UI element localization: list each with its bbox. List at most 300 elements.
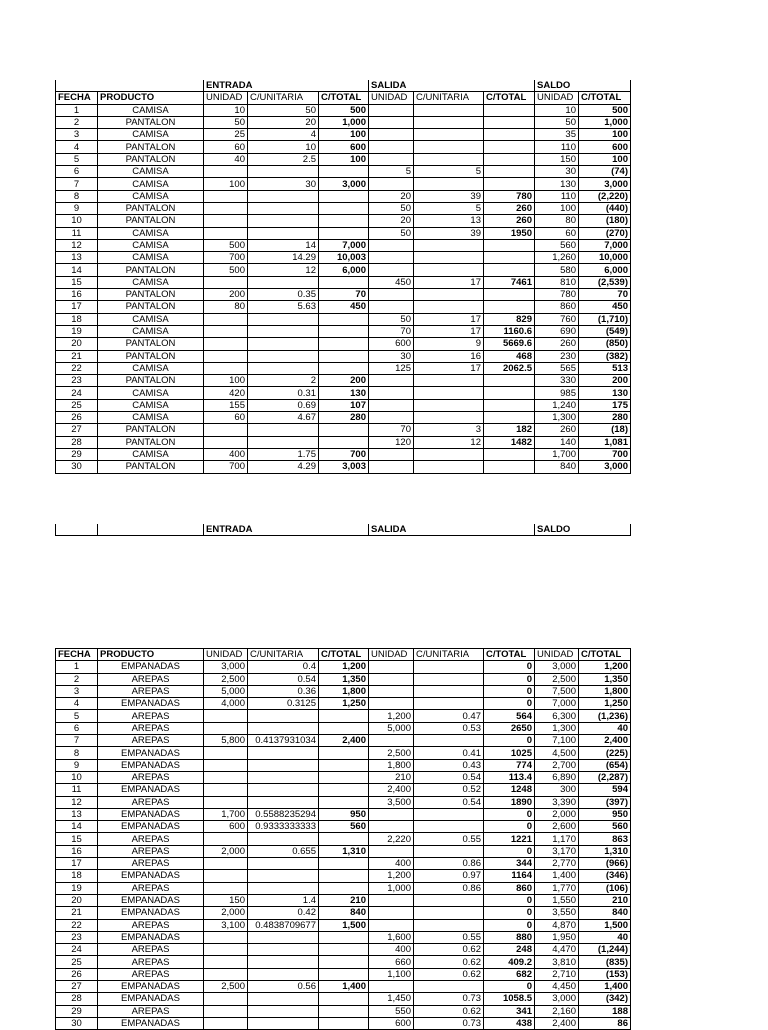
cell-saldo-unidad: 1,240 xyxy=(535,399,579,411)
cell-salida-c-unitaria: 0.86 xyxy=(414,882,484,894)
cell-entrada-unidad xyxy=(204,747,248,759)
cell-fecha: 16 xyxy=(56,845,98,857)
cell-entrada-c-unitaria xyxy=(248,1005,319,1017)
table-row xyxy=(56,685,631,697)
cell-entrada-c-unitaria: 4.67 xyxy=(248,412,319,424)
cell-salida-c-total xyxy=(484,461,535,473)
table-row xyxy=(56,104,631,116)
table-row xyxy=(56,399,631,411)
cell-entrada-c-total xyxy=(319,771,369,783)
cell-producto: CAMISA xyxy=(98,129,204,141)
cell-salida-c-total xyxy=(484,104,535,116)
cell-salida-c-unitaria: 0.55 xyxy=(414,833,484,845)
cell-salida-c-unitaria xyxy=(414,894,484,906)
cell-producto: PANTALON xyxy=(98,141,204,153)
cell-entrada-c-unitaria: 2.5 xyxy=(248,153,319,165)
table-row xyxy=(56,289,631,301)
table-row xyxy=(56,178,631,190)
cell-fecha: 17 xyxy=(56,858,98,870)
cell-entrada-c-unitaria: 0.42 xyxy=(248,907,319,919)
cell-entrada-c-unitaria xyxy=(248,190,319,202)
cell-saldo-unidad: 7,100 xyxy=(535,735,579,747)
table-row xyxy=(56,350,631,362)
cell-entrada-c-total xyxy=(319,166,369,178)
cell-salida-c-unitaria: 0.73 xyxy=(414,993,484,1005)
cell-fecha: 7 xyxy=(56,735,98,747)
cell-saldo-c-total: (2,220) xyxy=(579,190,631,202)
cell-entrada-c-total: 1,310 xyxy=(319,845,369,857)
cell-entrada-c-total: 450 xyxy=(319,301,369,313)
cell-salida-c-unitaria: 12 xyxy=(414,436,484,448)
cell-entrada-c-total: 1,000 xyxy=(319,116,369,128)
cell-fecha: 7 xyxy=(56,178,98,190)
cell-entrada-unidad: 400 xyxy=(204,448,248,460)
cell-entrada-c-unitaria xyxy=(248,759,319,771)
cell-salida-unidad xyxy=(369,116,414,128)
cell-saldo-c-total: 100 xyxy=(579,153,631,165)
cell-fecha: 16 xyxy=(56,289,98,301)
cell-salida-c-total xyxy=(484,141,535,153)
cell-entrada-c-total: 70 xyxy=(319,289,369,301)
cell-salida-unidad: 5,000 xyxy=(369,722,414,734)
cell-entrada-c-unitaria xyxy=(248,166,319,178)
cell-fecha: 18 xyxy=(56,870,98,882)
cell-salida-c-unitaria xyxy=(414,141,484,153)
cell-saldo-unidad: 3,810 xyxy=(535,956,579,968)
cell-producto: CAMISA xyxy=(98,166,204,178)
cell-fecha: 20 xyxy=(56,894,98,906)
cell-saldo-c-total: 1,200 xyxy=(579,661,631,673)
table-row xyxy=(56,153,631,165)
cell-saldo-unidad: 760 xyxy=(535,313,579,325)
cell-salida-c-unitaria xyxy=(414,301,484,313)
cell-salida-c-total: 0 xyxy=(484,685,535,697)
cell-salida-unidad: 1,600 xyxy=(369,931,414,943)
table-row xyxy=(56,882,631,894)
cell-producto: PANTALON xyxy=(98,153,204,165)
cell-salida-unidad: 400 xyxy=(369,944,414,956)
cell-fecha: 6 xyxy=(56,166,98,178)
cell-entrada-c-total: 700 xyxy=(319,448,369,460)
cell-producto: AREPAS xyxy=(98,722,204,734)
cell-entrada-unidad: 3,100 xyxy=(204,919,248,931)
table-row xyxy=(56,338,631,350)
cell-saldo-c-total: 6,000 xyxy=(579,264,631,276)
cell-salida-unidad: 210 xyxy=(369,771,414,783)
cell-saldo-unidad: 50 xyxy=(535,116,579,128)
cell-saldo-c-total: 86 xyxy=(579,1017,631,1029)
cell-entrada-c-total xyxy=(319,190,369,202)
cell-fecha: 19 xyxy=(56,325,98,337)
cell-saldo-unidad: 1,300 xyxy=(535,722,579,734)
cell-salida-c-total: 0 xyxy=(484,919,535,931)
cell-fecha: 27 xyxy=(56,424,98,436)
cell-saldo-unidad: 2,160 xyxy=(535,1005,579,1017)
cell-salida-c-unitaria xyxy=(414,981,484,993)
cell-salida-c-total: 2650 xyxy=(484,722,535,734)
cell-salida-unidad xyxy=(369,301,414,313)
table-row xyxy=(56,141,631,153)
cell-fecha: 23 xyxy=(56,375,98,387)
cell-fecha: 22 xyxy=(56,919,98,931)
cell-saldo-unidad: 330 xyxy=(535,375,579,387)
cell-entrada-unidad xyxy=(204,325,248,337)
cell-entrada-unidad: 100 xyxy=(204,178,248,190)
cell-entrada-unidad xyxy=(204,190,248,202)
table-row xyxy=(56,276,631,288)
cell-producto: AREPAS xyxy=(98,833,204,845)
blank-cell xyxy=(98,524,204,536)
cell-entrada-c-unitaria xyxy=(248,436,319,448)
cell-saldo-unidad: 1,700 xyxy=(535,448,579,460)
cell-entrada-c-unitaria: 0.3125 xyxy=(248,698,319,710)
header-c-total: C/TOTAL xyxy=(319,649,369,661)
cell-saldo-unidad: 2,700 xyxy=(535,759,579,771)
cell-salida-c-total: 7461 xyxy=(484,276,535,288)
cell-salida-unidad: 50 xyxy=(369,313,414,325)
cell-salida-unidad: 600 xyxy=(369,1017,414,1029)
cell-saldo-unidad: 260 xyxy=(535,338,579,350)
cell-salida-c-unitaria xyxy=(414,116,484,128)
cell-salida-unidad xyxy=(369,673,414,685)
cell-producto: PANTALON xyxy=(98,461,204,473)
table-body xyxy=(56,661,631,1030)
cell-saldo-unidad: 6,300 xyxy=(535,710,579,722)
cell-entrada-c-total: 600 xyxy=(319,141,369,153)
cell-saldo-unidad: 2,710 xyxy=(535,968,579,980)
cell-fecha: 25 xyxy=(56,956,98,968)
cell-salida-unidad: 1,450 xyxy=(369,993,414,1005)
cell-salida-unidad: 660 xyxy=(369,956,414,968)
cell-entrada-c-unitaria xyxy=(248,350,319,362)
cell-entrada-c-total: 130 xyxy=(319,387,369,399)
cell-entrada-c-total: 1,500 xyxy=(319,919,369,931)
cell-salida-unidad xyxy=(369,412,414,424)
cell-saldo-unidad: 80 xyxy=(535,215,579,227)
cell-salida-unidad xyxy=(369,461,414,473)
cell-saldo-c-total: 7,000 xyxy=(579,239,631,251)
cell-entrada-unidad xyxy=(204,956,248,968)
cell-entrada-c-total xyxy=(319,710,369,722)
cell-entrada-c-unitaria xyxy=(248,202,319,214)
header-c-unitaria: C/UNITARIA xyxy=(248,649,319,661)
cell-salida-c-total: 0 xyxy=(484,673,535,685)
cell-entrada-c-total: 6,000 xyxy=(319,264,369,276)
cell-entrada-c-total xyxy=(319,796,369,808)
cell-fecha: 10 xyxy=(56,771,98,783)
cell-salida-unidad xyxy=(369,387,414,399)
cell-entrada-unidad: 1,700 xyxy=(204,808,248,820)
cell-fecha: 27 xyxy=(56,981,98,993)
cell-salida-unidad: 1,100 xyxy=(369,968,414,980)
group-salida: SALIDA xyxy=(369,524,535,536)
table-row xyxy=(56,735,631,747)
cell-salida-c-total: 0 xyxy=(484,981,535,993)
cell-entrada-c-total xyxy=(319,338,369,350)
cell-saldo-unidad: 2,770 xyxy=(535,858,579,870)
cell-salida-c-unitaria: 13 xyxy=(414,215,484,227)
cell-salida-c-total: 0 xyxy=(484,735,535,747)
cell-salida-c-total: 774 xyxy=(484,759,535,771)
cell-entrada-c-unitaria: 0.5588235294 xyxy=(248,808,319,820)
cell-entrada-c-total xyxy=(319,858,369,870)
cell-producto: PANTALON xyxy=(98,436,204,448)
cell-salida-unidad xyxy=(369,399,414,411)
cell-entrada-unidad: 2,000 xyxy=(204,907,248,919)
cell-entrada-c-total xyxy=(319,227,369,239)
cell-entrada-c-total: 10,003 xyxy=(319,252,369,264)
cell-saldo-c-total: (18) xyxy=(579,424,631,436)
cell-entrada-c-unitaria: 0.36 xyxy=(248,685,319,697)
cell-entrada-unidad xyxy=(204,202,248,214)
cell-salida-c-total xyxy=(484,153,535,165)
cell-salida-c-unitaria: 5 xyxy=(414,202,484,214)
cell-entrada-c-unitaria xyxy=(248,227,319,239)
cell-entrada-c-total xyxy=(319,722,369,734)
cell-producto: CAMISA xyxy=(98,239,204,251)
cell-saldo-unidad: 110 xyxy=(535,141,579,153)
header-unidad: UNIDAD xyxy=(535,92,579,104)
cell-salida-c-unitaria xyxy=(414,153,484,165)
cell-salida-unidad: 70 xyxy=(369,424,414,436)
cell-producto: EMPANADAS xyxy=(98,894,204,906)
cell-producto: CAMISA xyxy=(98,104,204,116)
cell-salida-unidad: 20 xyxy=(369,190,414,202)
cell-salida-c-unitaria xyxy=(414,264,484,276)
cell-saldo-unidad: 2,000 xyxy=(535,808,579,820)
header-producto: PRODUCTO xyxy=(98,92,204,104)
cell-entrada-unidad: 80 xyxy=(204,301,248,313)
cell-fecha: 2 xyxy=(56,116,98,128)
cell-fecha: 26 xyxy=(56,968,98,980)
cell-saldo-c-total: 560 xyxy=(579,821,631,833)
cell-saldo-c-total: 1,350 xyxy=(579,673,631,685)
cell-salida-c-total: 1482 xyxy=(484,436,535,448)
cell-saldo-c-total: 950 xyxy=(579,808,631,820)
cell-entrada-c-unitaria: 50 xyxy=(248,104,319,116)
cell-producto: AREPAS xyxy=(98,956,204,968)
group-entrada: ENTRADA xyxy=(204,524,369,536)
cell-salida-unidad xyxy=(369,981,414,993)
cell-saldo-unidad: 60 xyxy=(535,227,579,239)
cell-entrada-c-total: 100 xyxy=(319,129,369,141)
cell-salida-c-unitaria: 3 xyxy=(414,424,484,436)
header-unidad: UNIDAD xyxy=(535,649,579,661)
cell-entrada-c-unitaria: 14 xyxy=(248,239,319,251)
cell-fecha: 12 xyxy=(56,239,98,251)
table-row xyxy=(56,747,631,759)
cell-salida-unidad: 2,400 xyxy=(369,784,414,796)
cell-producto: EMPANADAS xyxy=(98,981,204,993)
cell-salida-c-total: 860 xyxy=(484,882,535,894)
cell-producto: EMPANADAS xyxy=(98,931,204,943)
cell-producto: AREPAS xyxy=(98,771,204,783)
cell-fecha: 9 xyxy=(56,202,98,214)
cell-salida-unidad xyxy=(369,141,414,153)
cell-salida-c-total: 1164 xyxy=(484,870,535,882)
cell-entrada-c-total: 840 xyxy=(319,907,369,919)
table-body xyxy=(56,104,631,473)
cell-entrada-unidad: 100 xyxy=(204,375,248,387)
table-row xyxy=(56,722,631,734)
table-row xyxy=(56,894,631,906)
cell-saldo-c-total: (106) xyxy=(579,882,631,894)
table-row xyxy=(56,1005,631,1017)
cell-saldo-unidad: 3,390 xyxy=(535,796,579,808)
cell-producto: AREPAS xyxy=(98,710,204,722)
cell-entrada-c-total: 1,400 xyxy=(319,981,369,993)
group-entrada: ENTRADA xyxy=(204,80,369,92)
cell-saldo-c-total: (74) xyxy=(579,166,631,178)
cell-entrada-unidad xyxy=(204,215,248,227)
cell-producto: EMPANADAS xyxy=(98,747,204,759)
cell-saldo-c-total: 1,310 xyxy=(579,845,631,857)
header-unidad: UNIDAD xyxy=(369,92,414,104)
cell-fecha: 13 xyxy=(56,808,98,820)
cell-salida-c-unitaria: 9 xyxy=(414,338,484,350)
cell-saldo-unidad: 6,890 xyxy=(535,771,579,783)
cell-salida-unidad: 1,200 xyxy=(369,710,414,722)
cell-entrada-unidad xyxy=(204,784,248,796)
cell-salida-unidad: 20 xyxy=(369,215,414,227)
cell-entrada-c-unitaria: 14.29 xyxy=(248,252,319,264)
cell-saldo-unidad: 1,170 xyxy=(535,833,579,845)
cell-fecha: 21 xyxy=(56,350,98,362)
cell-salida-unidad: 550 xyxy=(369,1005,414,1017)
cell-fecha: 8 xyxy=(56,747,98,759)
table-row xyxy=(56,759,631,771)
cell-entrada-unidad: 50 xyxy=(204,116,248,128)
cell-entrada-c-unitaria xyxy=(248,313,319,325)
table-row xyxy=(56,931,631,943)
cell-saldo-c-total: 1,500 xyxy=(579,919,631,931)
cell-salida-c-unitaria xyxy=(414,685,484,697)
cell-saldo-unidad: 30 xyxy=(535,166,579,178)
cell-producto: AREPAS xyxy=(98,796,204,808)
cell-entrada-c-unitaria xyxy=(248,338,319,350)
cell-entrada-unidad xyxy=(204,350,248,362)
cell-saldo-c-total: 700 xyxy=(579,448,631,460)
cell-entrada-unidad xyxy=(204,227,248,239)
cell-entrada-c-total xyxy=(319,362,369,374)
cell-salida-c-total: 0 xyxy=(484,808,535,820)
table-row xyxy=(56,129,631,141)
cell-entrada-c-unitaria: 0.4838709677 xyxy=(248,919,319,931)
cell-salida-unidad: 30 xyxy=(369,350,414,362)
cell-producto: CAMISA xyxy=(98,325,204,337)
cell-fecha: 30 xyxy=(56,461,98,473)
cell-salida-unidad: 50 xyxy=(369,202,414,214)
cell-entrada-c-total xyxy=(319,968,369,980)
cell-entrada-c-unitaria xyxy=(248,858,319,870)
cell-salida-c-total: 2062.5 xyxy=(484,362,535,374)
cell-salida-c-unitaria xyxy=(414,845,484,857)
table-row xyxy=(56,301,631,313)
cell-entrada-c-unitaria xyxy=(248,882,319,894)
cell-entrada-unidad xyxy=(204,710,248,722)
cell-salida-c-total xyxy=(484,301,535,313)
cell-entrada-unidad: 60 xyxy=(204,141,248,153)
cell-entrada-c-unitaria: 4 xyxy=(248,129,319,141)
table-row xyxy=(56,710,631,722)
cell-salida-c-unitaria: 0.54 xyxy=(414,771,484,783)
cell-producto: PANTALON xyxy=(98,350,204,362)
cell-entrada-c-total xyxy=(319,424,369,436)
cell-salida-unidad: 3,500 xyxy=(369,796,414,808)
cell-salida-c-total: 468 xyxy=(484,350,535,362)
cell-entrada-unidad xyxy=(204,313,248,325)
table-row xyxy=(56,821,631,833)
cell-salida-c-unitaria: 0.53 xyxy=(414,722,484,734)
cell-entrada-c-total: 210 xyxy=(319,894,369,906)
cell-salida-unidad: 5 xyxy=(369,166,414,178)
cell-saldo-unidad: 230 xyxy=(535,350,579,362)
table-row xyxy=(56,436,631,448)
blank-cell xyxy=(56,80,98,92)
cell-entrada-unidad xyxy=(204,1005,248,1017)
table-row xyxy=(56,919,631,931)
cell-entrada-unidad: 2,000 xyxy=(204,845,248,857)
cell-saldo-c-total: (2,287) xyxy=(579,771,631,783)
cell-salida-c-total xyxy=(484,375,535,387)
cell-saldo-unidad: 1,770 xyxy=(535,882,579,894)
cell-entrada-unidad: 4,000 xyxy=(204,698,248,710)
table-row xyxy=(56,202,631,214)
table-row xyxy=(56,784,631,796)
cell-entrada-c-total: 280 xyxy=(319,412,369,424)
cell-salida-c-unitaria: 17 xyxy=(414,362,484,374)
cell-entrada-c-total: 500 xyxy=(319,104,369,116)
cell-salida-c-unitaria: 5 xyxy=(414,166,484,178)
cell-producto: EMPANADAS xyxy=(98,661,204,673)
cell-fecha: 29 xyxy=(56,1005,98,1017)
table-row xyxy=(56,190,631,202)
cell-salida-c-unitaria: 0.62 xyxy=(414,1005,484,1017)
cell-salida-c-unitaria xyxy=(414,129,484,141)
cell-entrada-c-total xyxy=(319,882,369,894)
cell-saldo-unidad: 300 xyxy=(535,784,579,796)
cell-saldo-unidad: 3,000 xyxy=(535,993,579,1005)
cell-salida-c-unitaria: 39 xyxy=(414,227,484,239)
table-row xyxy=(56,215,631,227)
cell-fecha: 5 xyxy=(56,710,98,722)
table-row xyxy=(56,227,631,239)
cell-saldo-c-total: (225) xyxy=(579,747,631,759)
cell-saldo-c-total: (180) xyxy=(579,215,631,227)
cell-salida-c-total: 248 xyxy=(484,944,535,956)
cell-salida-unidad xyxy=(369,845,414,857)
cell-entrada-c-total xyxy=(319,1005,369,1017)
cell-salida-c-total xyxy=(484,264,535,276)
cell-producto: CAMISA xyxy=(98,227,204,239)
cell-salida-unidad xyxy=(369,104,414,116)
cell-producto: PANTALON xyxy=(98,215,204,227)
header-producto: PRODUCTO xyxy=(98,649,204,661)
cell-saldo-unidad: 140 xyxy=(535,436,579,448)
table-row xyxy=(56,993,631,1005)
cell-fecha: 28 xyxy=(56,436,98,448)
cell-entrada-c-total: 7,000 xyxy=(319,239,369,251)
cell-saldo-unidad: 3,000 xyxy=(535,661,579,673)
cell-salida-c-total: 182 xyxy=(484,424,535,436)
cell-fecha: 15 xyxy=(56,833,98,845)
cell-salida-c-unitaria xyxy=(414,808,484,820)
cell-producto: EMPANADAS xyxy=(98,698,204,710)
cell-producto: AREPAS xyxy=(98,919,204,931)
cell-entrada-unidad: 155 xyxy=(204,399,248,411)
cell-fecha: 5 xyxy=(56,153,98,165)
cell-saldo-unidad: 4,870 xyxy=(535,919,579,931)
